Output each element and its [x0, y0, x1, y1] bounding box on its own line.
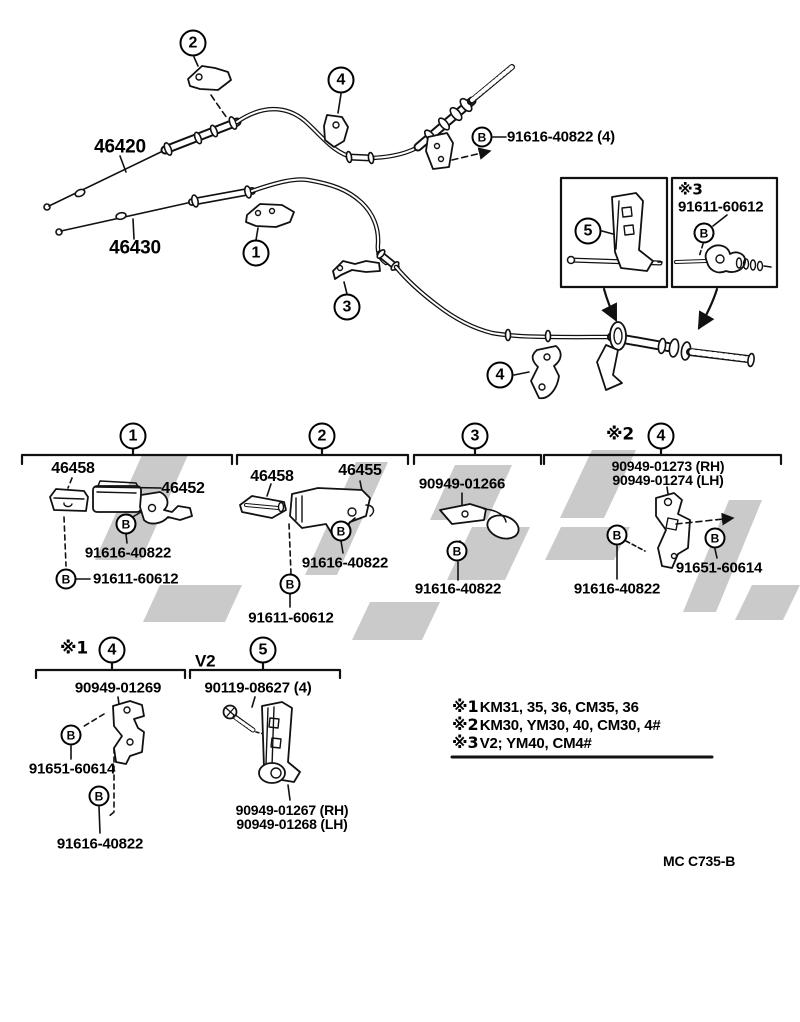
- s4-part-91651-60614: 91651-60614: [675, 559, 763, 577]
- detail-box-5: [561, 178, 667, 320]
- callout-2-section: 2: [309, 423, 336, 450]
- s2-part-46458: 46458: [250, 468, 294, 485]
- legend-mark: ※3: [452, 733, 479, 752]
- s4-part-90949-01273: 90949-01273 (RH): [611, 458, 725, 474]
- top-mark-2: ※2: [606, 424, 634, 445]
- v2-parts: [224, 697, 301, 800]
- v2-part-90119-08627: 90119-08627 (4): [204, 679, 312, 697]
- s3-part-91616-40822: 91616-40822: [414, 580, 502, 598]
- s2-part-91616-40822: 91616-40822: [301, 554, 389, 572]
- callout-4-section: 4: [648, 423, 675, 450]
- s1-part-46452: 46452: [161, 480, 205, 497]
- legend-row: [452, 733, 661, 751]
- model-legend: [452, 697, 661, 751]
- note3-mark: ※3: [678, 180, 703, 199]
- legend-row: [452, 715, 661, 733]
- bolt-marker-icon: B: [705, 528, 726, 549]
- legend-text: V2; YM40, CM4#: [479, 735, 592, 752]
- v2-mark: V2: [195, 651, 216, 671]
- part-46420: 46420: [94, 136, 146, 158]
- bl-part-91616-40822: 91616-40822: [56, 835, 144, 853]
- s4-part-91616-40822: 91616-40822: [573, 580, 661, 598]
- bolt-marker-icon: B: [331, 521, 352, 542]
- s4-part-90949-01274: 90949-01274 (LH): [612, 472, 724, 488]
- legend-text: KM31, 35, 36, CM35, 36: [479, 699, 639, 716]
- bl-part-90949-01269: 90949-01269: [74, 679, 162, 697]
- bolt-marker-icon: B: [61, 725, 82, 746]
- legend-mark: ※1: [452, 697, 479, 716]
- callout-1-section: 1: [120, 423, 147, 450]
- callout-3-section: 3: [462, 423, 489, 450]
- s3-part-90949-01266: 90949-01266: [418, 475, 506, 493]
- part-91616-40822-top: 91616-40822 (4): [507, 128, 615, 146]
- part-46430: 46430: [109, 237, 161, 259]
- s1-part-46458: 46458: [51, 460, 95, 477]
- callout-5-bottom: 5: [250, 637, 277, 664]
- bolt-marker-icon: B: [89, 786, 110, 807]
- callout-4-bottom: 4: [99, 637, 126, 664]
- callout-4-mid: 4: [487, 362, 514, 389]
- bl-part-91651-60614: 91651-60614: [28, 760, 116, 778]
- v2-part-90949-01267: 90949-01267 (RH): [235, 802, 349, 818]
- bolt-marker-icon: B: [472, 127, 493, 148]
- bolt-marker-icon: B: [56, 569, 77, 590]
- bolt-marker-icon: B: [447, 541, 468, 562]
- legend-text: KM30, YM30, 40, CM30, 4#: [479, 717, 661, 734]
- top-callout-parts: [120, 57, 561, 398]
- s2-part-46455: 46455: [338, 462, 382, 479]
- figure-code: MC C735-B: [663, 853, 736, 869]
- bl-mark-1: ※1: [60, 638, 88, 659]
- callout-3-top: 3: [334, 294, 361, 321]
- s1-part-91611-60612: 91611-60612: [93, 570, 179, 588]
- callout-4-top: 4: [328, 67, 355, 94]
- callout-1-top: 1: [243, 240, 270, 267]
- bolt-marker-icon: B: [694, 223, 715, 244]
- section2-parts: [240, 481, 373, 607]
- s1-part-91616-40822: 91616-40822: [84, 544, 172, 562]
- bolt-marker-icon: B: [116, 514, 137, 535]
- s2-part-91611-60612: 91611-60612: [248, 609, 334, 627]
- bolt-marker-icon: B: [280, 574, 301, 595]
- v2-part-90949-01268: 90949-01268 (LH): [236, 816, 348, 832]
- callout-5-box: 5: [575, 218, 602, 245]
- callout-2-top: 2: [180, 30, 207, 57]
- legend-mark: ※2: [452, 715, 479, 734]
- bolt-marker-icon: B: [607, 525, 628, 546]
- legend-row: [452, 697, 661, 715]
- part-91611-60612-box: 91611-60612: [678, 198, 764, 216]
